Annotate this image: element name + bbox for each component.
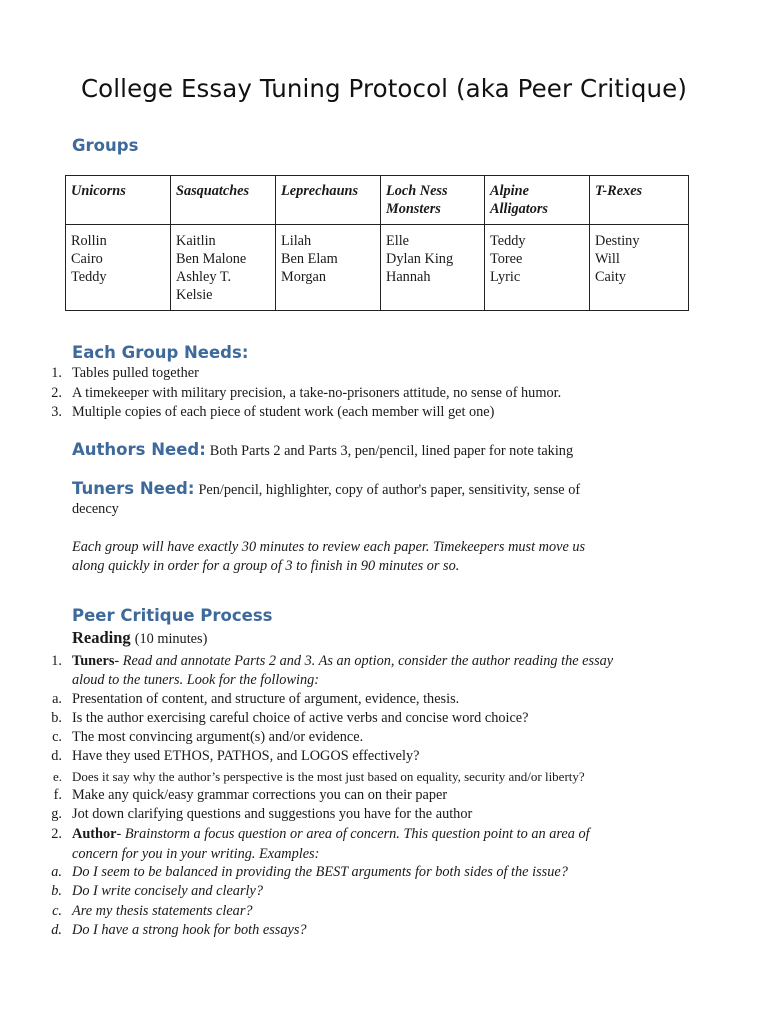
tuners-step (72, 652, 613, 671)
group-name-cell (66, 176, 171, 225)
group-name-cell (171, 176, 276, 225)
member-name: Dylan King (386, 251, 454, 267)
member-name: Destiny (595, 233, 640, 249)
member-name: Elle (386, 233, 410, 249)
list-marker: a. (52, 691, 62, 707)
member-name: Kelsie (176, 287, 213, 303)
member-name: Cairo (71, 251, 103, 267)
tuners-need-heading: Tuners Need: (72, 479, 195, 498)
group-name: Unicorns (71, 183, 126, 199)
member-name: Ben Elam (281, 251, 338, 267)
group-members-cell (590, 225, 689, 311)
member-name: Lyric (490, 269, 521, 285)
tuners-need-text-cont: decency (72, 501, 119, 517)
list-item: Is the author exercising careful choice of active verbs and concise word choice? (72, 710, 529, 726)
list-item: Tables pulled together (72, 365, 199, 381)
tuners-instruction-cont: aloud to the tuners. Look for the following: (72, 672, 320, 688)
member-name: Caity (595, 269, 626, 285)
list-item: Does it say why the author’s perspective is the most just based on equality, security and/or liberty? (72, 769, 585, 784)
group-name-cell (485, 176, 590, 225)
member-name: Morgan (281, 269, 327, 285)
group-members-cell (276, 225, 381, 311)
each-group-needs-heading: Each Group Needs: (72, 343, 249, 362)
member-name: Ben Malone (176, 251, 247, 267)
member-name: Ashley T. (176, 269, 232, 285)
group-members-cell (171, 225, 276, 311)
member-name: Teddy (490, 233, 526, 249)
list-marker: b. (51, 883, 62, 899)
list-marker: 3. (51, 404, 62, 420)
group-members-cell (485, 225, 590, 311)
member-name: Hannah (386, 269, 431, 285)
groups-header-row (66, 176, 689, 225)
list-marker: 1. (51, 365, 62, 381)
group-name: Alligators (490, 201, 548, 217)
author-instruction-cont: concern for you in your writing. Examples: (72, 846, 320, 862)
list-marker: c. (52, 903, 62, 919)
group-name: Sasquatches (176, 183, 250, 199)
member-name: Toree (490, 251, 523, 267)
process-heading: Peer Critique Process (72, 606, 273, 625)
groups-heading: Groups (72, 136, 139, 155)
list-item: Jot down clarifying questions and suggestions you have for the author (72, 806, 473, 822)
document-title: College Essay Tuning Protocol (aka Peer Critique) (80, 74, 688, 103)
groups-members-row (66, 225, 689, 311)
list-item: Have they used ETHOS, PATHOS, and LOGOS effectively? (72, 748, 420, 764)
list-marker: f. (53, 787, 62, 803)
tuners-need-text: Pen/pencil, highlighter, copy of author's paper, sensitivity, sense of (198, 482, 581, 498)
group-name-cell (381, 176, 485, 225)
list-marker: b. (51, 710, 62, 726)
list-marker: a. (51, 864, 62, 880)
list-item: Are my thesis statements clear? (72, 903, 253, 919)
list-item: Do I write concisely and clearly? (72, 883, 263, 899)
list-marker: d. (51, 748, 62, 764)
group-name-cell (276, 176, 381, 225)
tuners-label: Tuners (72, 653, 115, 669)
list-item: Do I have a strong hook for both essays? (72, 922, 307, 938)
list-item: A timekeeper with military precision, a take-no-prisoners attitude, no sense of humor. (72, 385, 562, 401)
list-marker: e. (52, 769, 62, 784)
member-name: Will (595, 251, 620, 267)
groups-table (65, 175, 689, 311)
authors-need (72, 440, 573, 461)
step-marker: 1. (51, 653, 62, 669)
member-name: Rollin (71, 233, 107, 249)
member-name: Kaitlin (176, 233, 216, 249)
authors-need-heading: Authors Need: (72, 440, 206, 459)
reading-label: Reading (72, 628, 131, 647)
group-name: Alpine (490, 183, 529, 199)
group-name-cell (590, 176, 689, 225)
time-note: Each group will have exactly 30 minutes to review each paper. Timekeepers must move us (72, 539, 586, 555)
tuners-instruction: - Read and annotate Parts 2 and 3. As an option, consider the author reading the essay (114, 653, 614, 669)
list-item: The most convincing argument(s) and/or evidence. (72, 729, 364, 745)
list-marker: d. (51, 922, 62, 938)
author-instruction: - Brainstorm a focus question or area of concern. This question point to an area of (116, 826, 590, 842)
list-item: Presentation of content, and structure of argument, evidence, thesis. (72, 691, 460, 707)
list-item: Multiple copies of each piece of student work (each member will get one) (72, 404, 495, 420)
step-marker: 2. (51, 826, 62, 842)
group-name: Monsters (386, 201, 441, 217)
group-name: T-Rexes (595, 183, 643, 199)
list-item: Make any quick/easy grammar corrections you can on their paper (72, 787, 448, 803)
member-name: Teddy (71, 269, 107, 285)
authors-need-text: Both Parts 2 and Parts 3, pen/pencil, lined paper for note taking (209, 443, 574, 459)
reading-time: (10 minutes) (134, 631, 208, 647)
author-label: Author (72, 826, 117, 842)
group-members-cell (66, 225, 171, 311)
reading-line (72, 628, 207, 649)
list-item: Do I seem to be balanced in providing the BEST arguments for both sides of the issue? (72, 864, 568, 880)
list-marker: g. (51, 806, 62, 822)
list-marker: 2. (51, 385, 62, 401)
group-name: Loch Ness (386, 183, 448, 199)
time-note: along quickly in order for a group of 3 to finish in 90 minutes or so. (72, 558, 460, 574)
author-step (72, 825, 590, 844)
tuners-need (72, 479, 580, 500)
list-marker: c. (52, 729, 62, 745)
member-name: Lilah (281, 233, 312, 249)
group-name: Leprechauns (281, 183, 359, 199)
group-members-cell (381, 225, 485, 311)
